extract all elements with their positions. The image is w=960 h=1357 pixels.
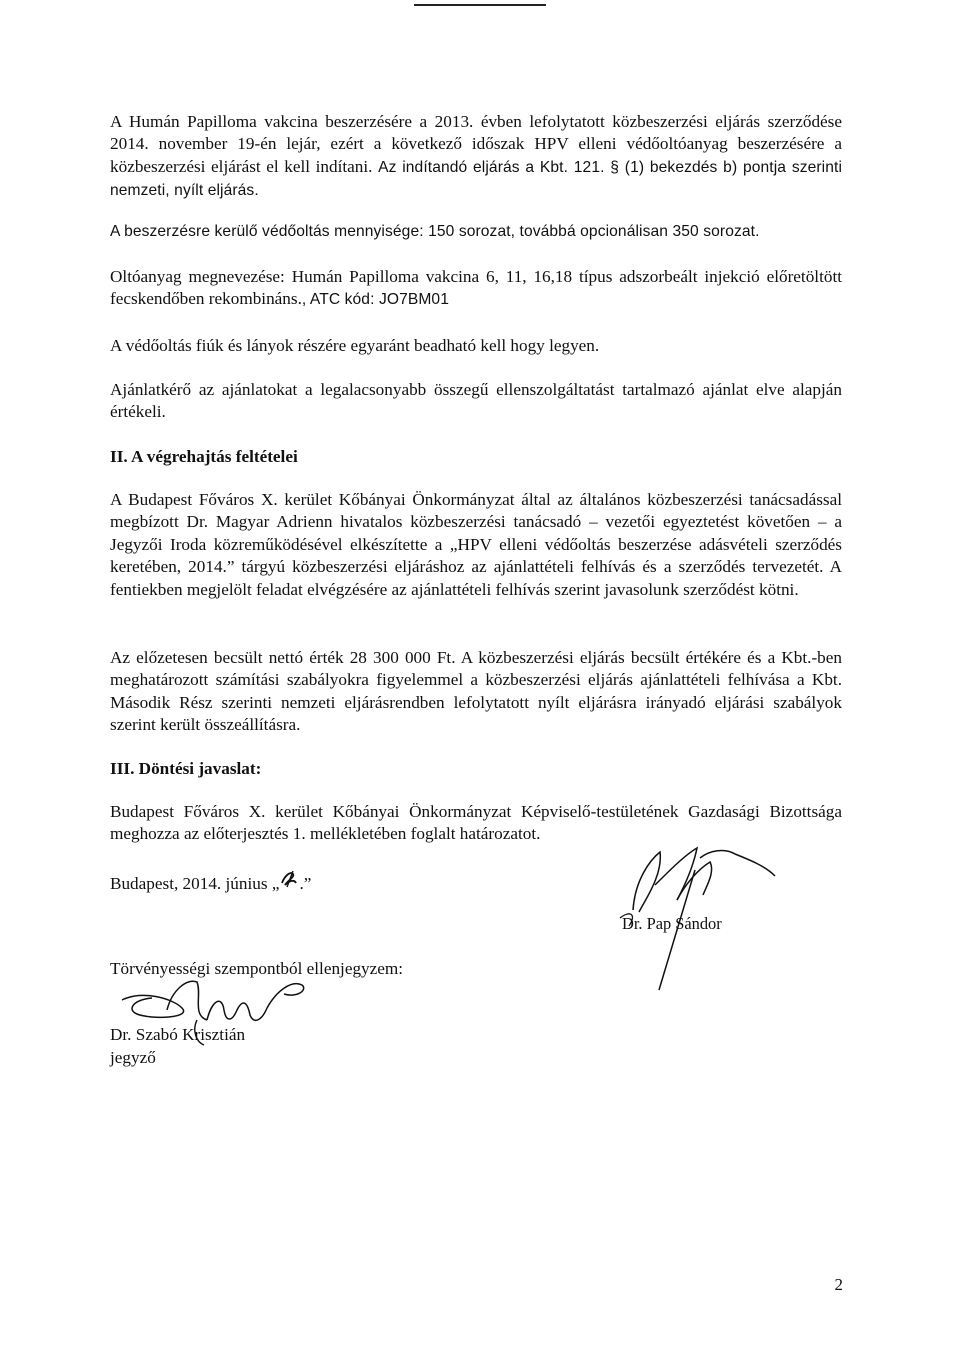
section-heading-3: III. Döntési javaslat: [110, 759, 262, 778]
mayor-name: Dr. Pap Sándor [622, 914, 722, 933]
date-suffix: .” [299, 874, 312, 893]
handwritten-day-scribble [279, 867, 299, 889]
notary-name: Dr. Szabó Krisztián [110, 1025, 246, 1044]
paragraph-decision: Budapest Főváros X. kerület Kőbányai Önkormányzat Képviselő-testületének Gazdasági Bizottsága meghozza az előterjesztés 1. mellékletében foglalt határozatot. [110, 802, 842, 844]
paragraph-eligibility: A védőoltás fiúk és lányok részére egyaránt beadható kell hogy legyen. [110, 336, 600, 355]
paragraph-vaccine-name [110, 266, 842, 312]
intro-text: A Humán Papilloma vakcina beszerzésére a 2013. évben lefolytatott közbeszerzési eljárás szerződése 2014. november 19-én lejár, ezért a következő időszak HPV elleni védőoltóanyag beszerzésére a közbeszerzési eljárást el kell indítani. [110, 112, 842, 176]
page-number: 2 [834, 1275, 843, 1294]
vaccine-name-text: Oltóanyag megnevezése: Humán Papilloma vakcina 6, 11, 16,18 típus adszorbeált injekció előretöltött fecskendőben rekombináns. [110, 267, 842, 309]
header-rule [414, 4, 546, 6]
date-prefix: Budapest, 2014. június „ [110, 874, 280, 893]
atc-code-text: , ATC kód: JO7BM01 [301, 291, 449, 309]
procedure-type-text: Az indítandó eljárás a Kbt. 121. § (1) bekezdés b) pontja szerinti nemzeti, nyílt eljárás. [110, 158, 843, 200]
paragraph-evaluation: Ajánlatkérő az ajánlatokat a legalacsonyabb összegű ellenszolgáltatást tartalmazó ajánlat elve alapján értékeli. [110, 380, 842, 422]
handwritten-day [279, 867, 299, 895]
countersign-label: Törvényességi szempontból ellenjegyzem: [110, 959, 404, 978]
date-line [110, 867, 311, 895]
section-heading-2: II. A végrehajtás feltételei [110, 447, 298, 466]
paragraph-intro [110, 111, 842, 203]
paragraph-preparation: A Budapest Főváros X. kerület Kőbányai Önkormányzat által az általános közbeszerzési tanácsadással megbízott Dr. Magyar Adrienn hivatalos közbeszerzési tanácsadó – vezetői egyeztetést követően – a Jegyzői Iroda közreműködésével elkészítette a „HPV elleni védőoltás beszerzése adásvételi szerződés keretében, 2014.” tárgyú közbeszerzési eljáráshoz az ajánlattételi felhívás és a szerződés tervezetét. A fentiekben megjelölt feladat elvégzésére az ajánlattételi felhívás szerint javasolunk szerződést kötni. [110, 490, 842, 599]
notary-title: jegyző [110, 1048, 156, 1067]
paragraph-quantity: A beszerzésre kerülő védőoltás mennyisége: 150 sorozat, továbbá opcionálisan 350 sorozat. [110, 223, 760, 240]
paragraph-estimated-value: Az előzetesen becsült nettó érték 28 300 000 Ft. A közbeszerzési eljárás becsült értékére és a Kbt.-ben meghatározott számítási szabályokra figyelemmel a közbeszerzési eljárás ajánlattételi felhívása a Kbt. Második Rész szerinti nemzeti eljárásrendben lefolytatott nyílt eljárásra irányadó eljárási szabályok szerint került összeállításra. [110, 648, 842, 735]
